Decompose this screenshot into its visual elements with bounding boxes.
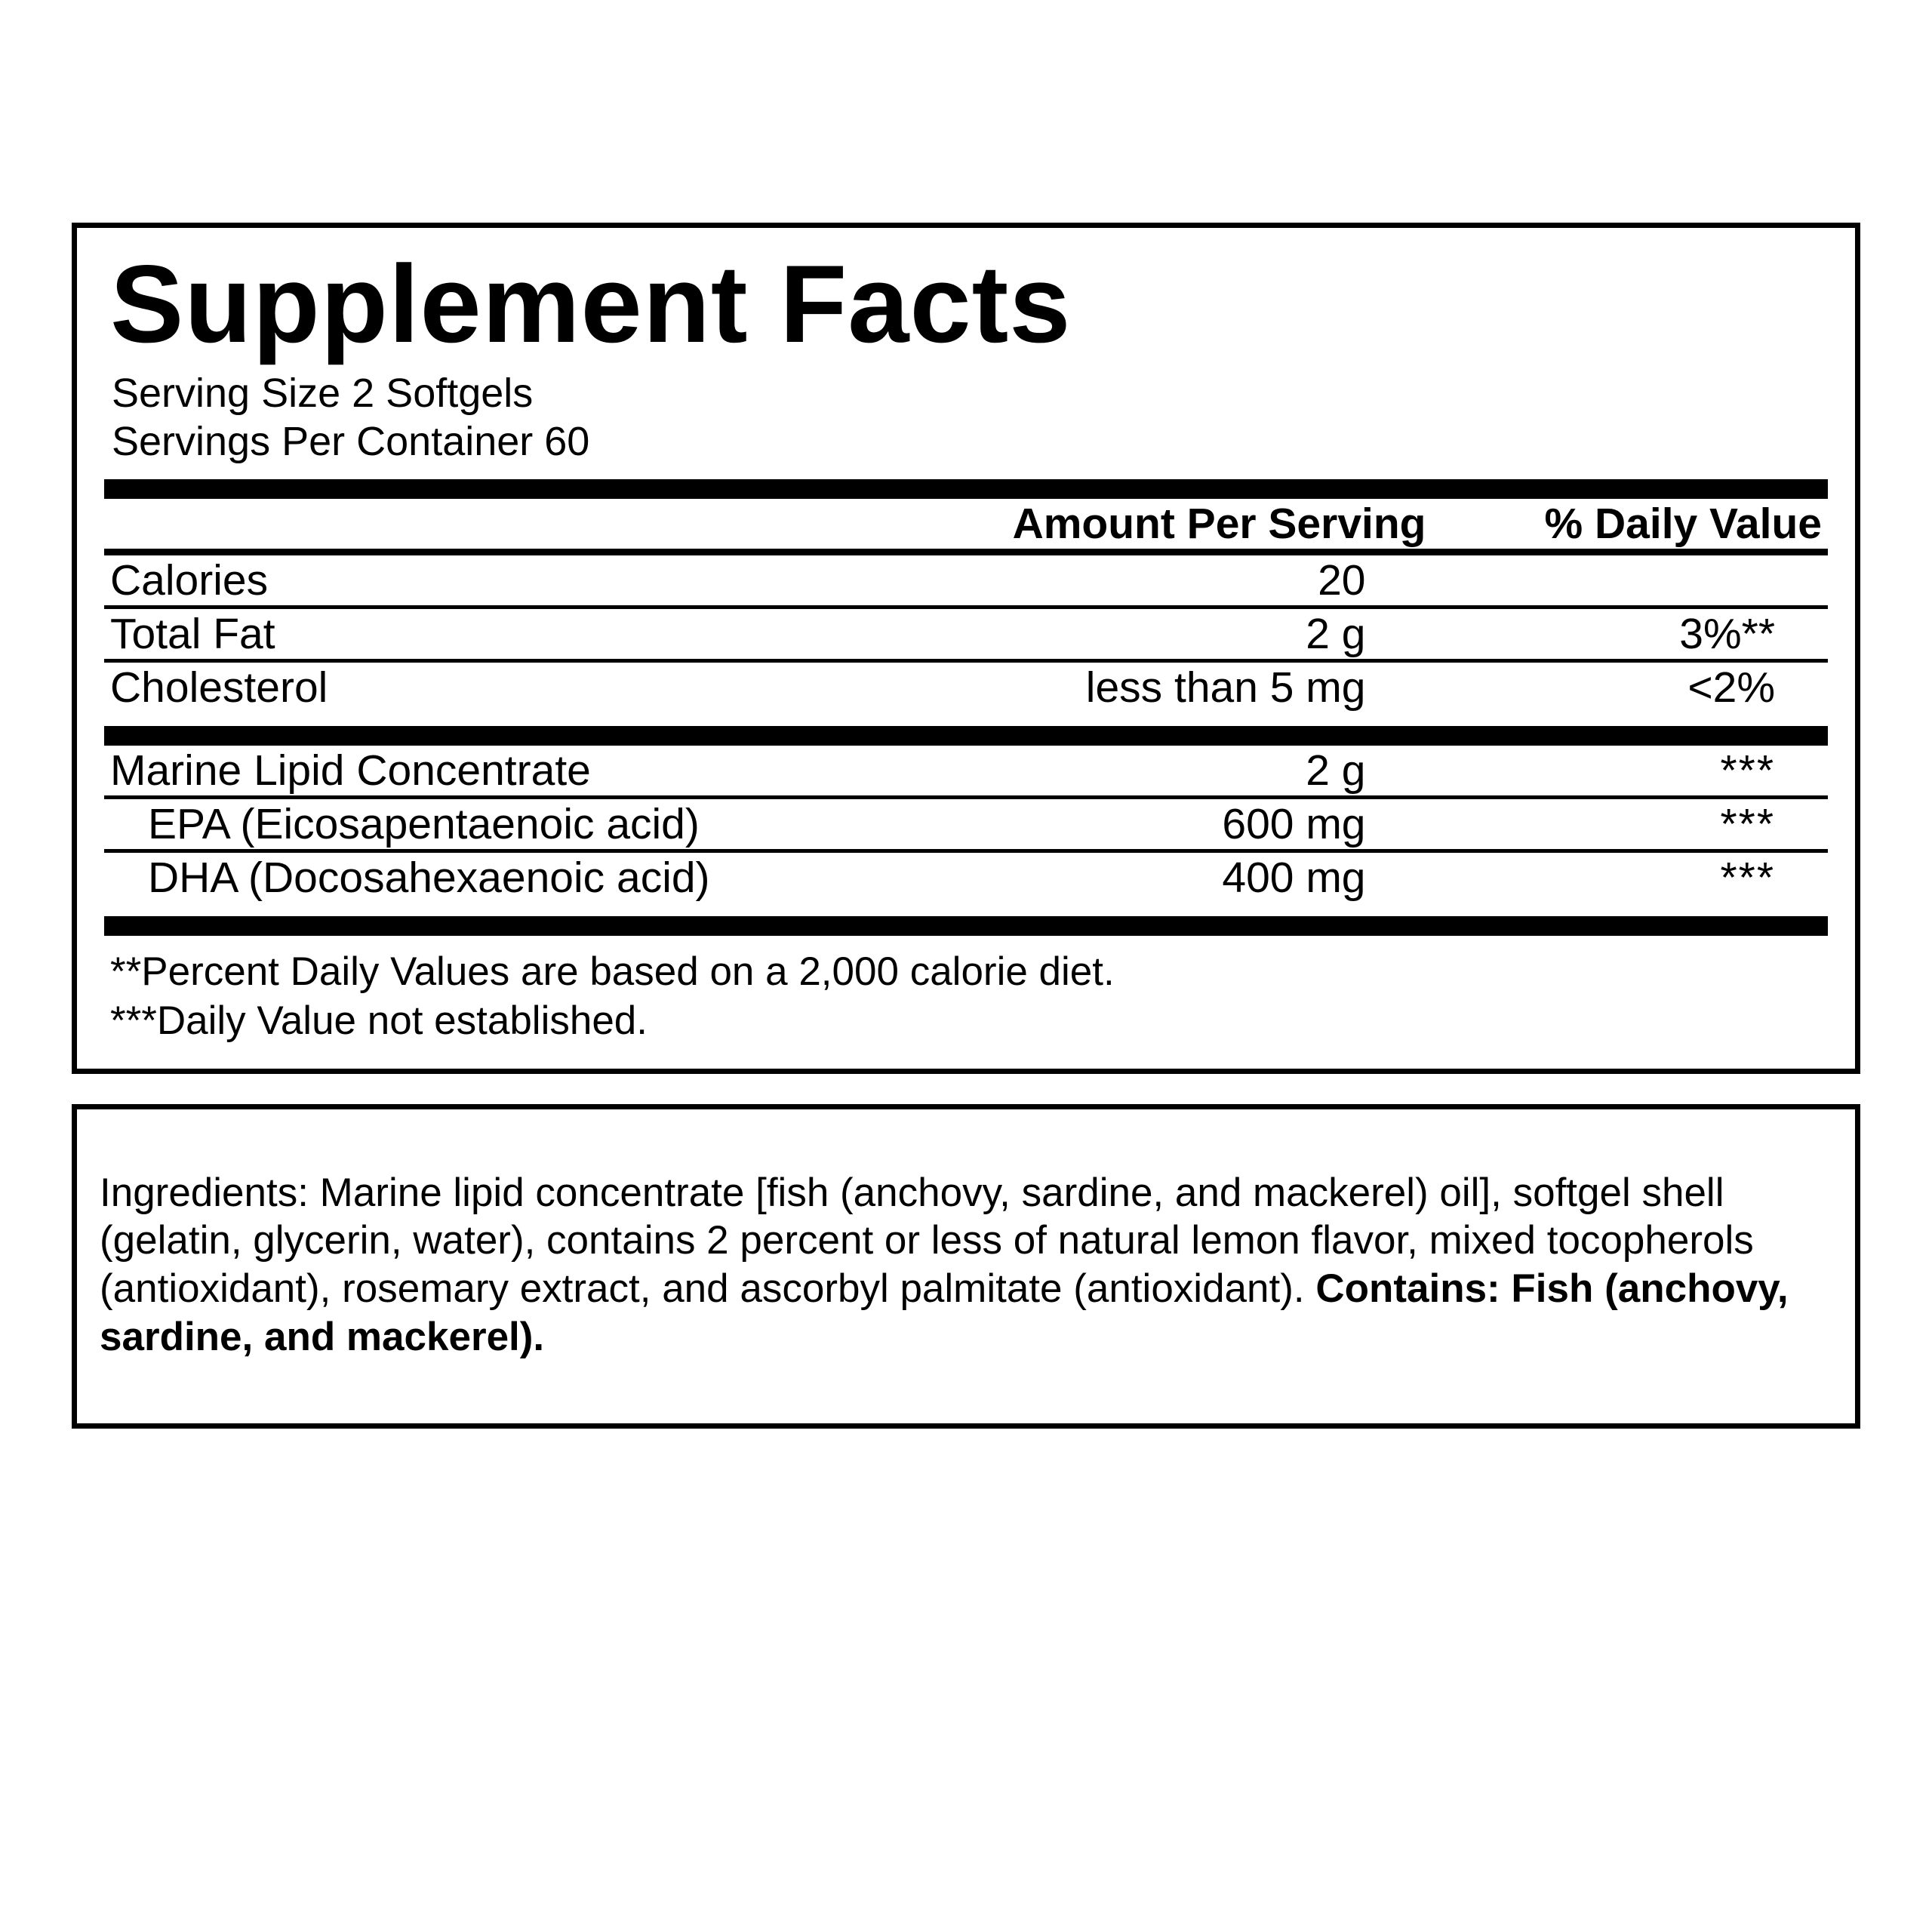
row-daily-value	[1449, 555, 1829, 605]
page-title: Supplement Facts	[110, 242, 1072, 365]
row-amount: 20	[1318, 556, 1366, 605]
table-row	[104, 609, 1828, 659]
nutrition-table	[104, 499, 1828, 549]
row-daily-value: 3%**	[1679, 610, 1775, 659]
footnote-not-established: ***Daily Value not established.	[110, 998, 648, 1044]
ingredients-text	[100, 1169, 1832, 1361]
table-row	[104, 853, 1828, 903]
lipid-rows	[104, 746, 1828, 903]
ingredients-panel	[72, 1104, 1860, 1429]
nutrition-rows	[104, 555, 1828, 712]
header-daily-value: % Daily Value	[1544, 500, 1822, 549]
row-daily-value: ***	[1720, 800, 1775, 849]
row-amount: less than 5 mg	[1085, 663, 1366, 712]
ingredients-body: Ingredients: Marine lipid concentrate [fish (anchovy, sardine, and mackerel) oil], softgel shell (gelatin, glycerin, water), contains 2 percent or less of natural lemon flavor, mixed tocopherols (antioxidant), rosemary extract, and ascorbyl palmitate (antioxidant).	[100, 1170, 1754, 1311]
divider-thick-bottom	[104, 916, 1828, 936]
row-label: EPA (Eicosapentaenoic acid)	[148, 800, 700, 849]
table-row	[104, 746, 1828, 795]
divider-thick-top	[104, 479, 1828, 499]
servings-per-container-text: Servings Per Container 60	[112, 418, 590, 464]
table-row	[104, 663, 1828, 712]
row-amount: 600 mg	[1222, 800, 1366, 849]
footnotes	[104, 948, 1828, 1045]
header-blank	[104, 499, 863, 549]
row-label: Total Fat	[110, 610, 275, 659]
divider-under-header	[104, 549, 1828, 555]
row-daily-value: ***	[1720, 854, 1775, 903]
row-amount: 2 g	[1306, 610, 1366, 659]
row-daily-value: ***	[1720, 746, 1775, 795]
row-label: Cholesterol	[110, 663, 328, 712]
header-amount-per-serving: Amount Per Serving	[1012, 500, 1426, 549]
row-label: DHA (Docosahexaenoic acid)	[148, 854, 710, 903]
table-row	[104, 799, 1828, 849]
footnote-daily-values: **Percent Daily Values are based on a 2,000 calorie diet.	[110, 949, 1115, 995]
allergen-contains-statement: Contains: Fish (anchovy, sardine, and mackerel).	[100, 1266, 1789, 1359]
row-daily-value: <2%	[1687, 663, 1775, 712]
row-amount: 2 g	[1306, 746, 1366, 795]
supplement-facts-panel	[72, 223, 1860, 1074]
row-amount: 400 mg	[1222, 854, 1366, 903]
divider-thick-middle	[104, 726, 1828, 746]
table-row	[104, 555, 1828, 605]
table-header-row	[104, 499, 1828, 549]
serving-size-text: Serving Size 2 Softgels	[112, 371, 534, 416]
row-label: Marine Lipid Concentrate	[110, 746, 591, 795]
row-label: Calories	[110, 556, 269, 605]
